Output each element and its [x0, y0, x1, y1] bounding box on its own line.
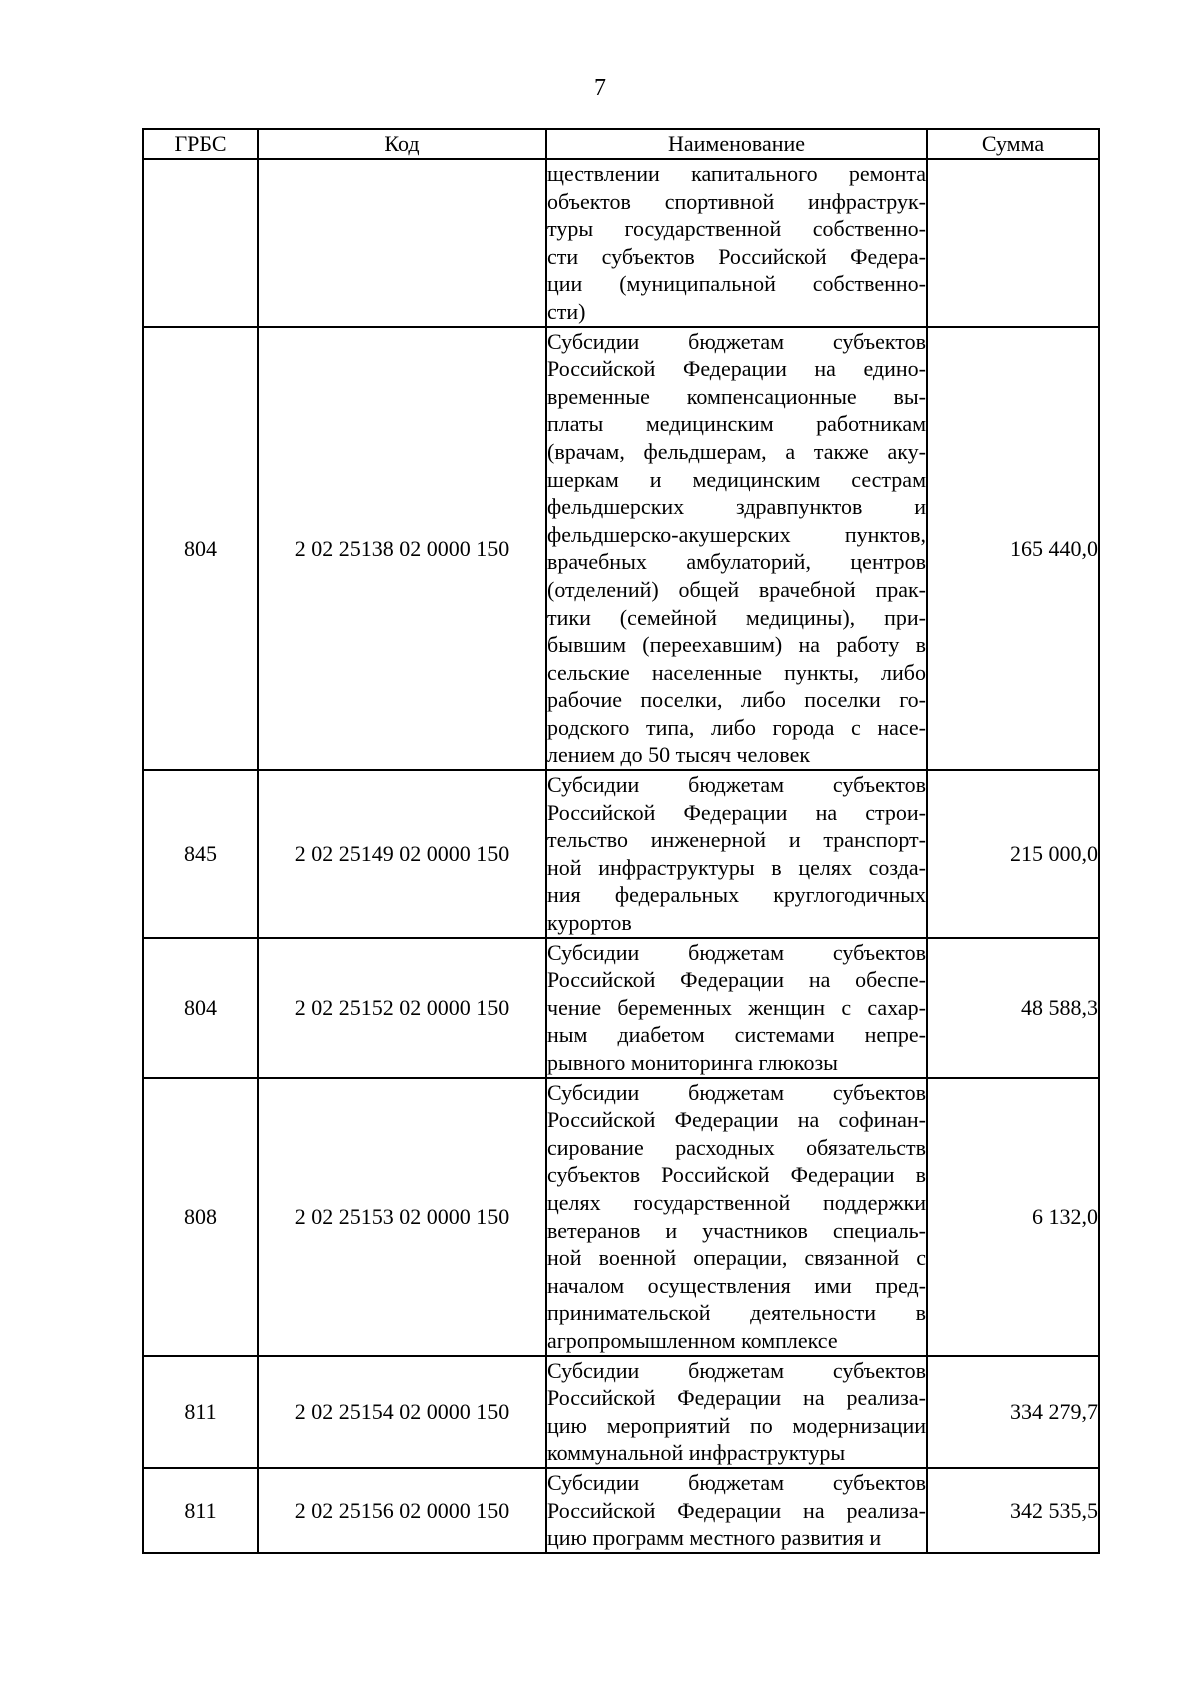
cell-code: 2 02 25138 02 0000 150: [258, 327, 546, 771]
name-line: платы медицинским работникам: [547, 411, 926, 437]
table-body: [143, 159, 1099, 1553]
table-row: [143, 938, 1099, 1078]
table-row: [143, 1078, 1099, 1356]
name-line: Российской Федерации на реализа-: [547, 1497, 926, 1523]
cell-sum: 334 279,7: [927, 1356, 1099, 1468]
name-line: ществлении капитального ремонта: [547, 161, 926, 186]
table-row: [143, 1468, 1099, 1553]
name-line: коммунальной инфраструктуры: [547, 1440, 846, 1466]
cell-code: 2 02 25152 02 0000 150: [258, 938, 546, 1078]
name-line: ния федеральных круглогодичных: [547, 882, 926, 908]
header-code: Код: [258, 129, 546, 159]
cell-sum: [927, 159, 1099, 327]
cell-name: [546, 1078, 927, 1356]
name-line: сти субъектов Российской Федера-: [547, 243, 926, 269]
cell-name: [546, 159, 927, 327]
name-line: Российской Федерации на строи-: [547, 799, 926, 825]
cell-name: [546, 1356, 927, 1468]
cell-grbs: 808: [143, 1078, 258, 1356]
name-line: лением до 50 тысяч человек: [547, 742, 811, 768]
name-line: сти): [547, 298, 586, 324]
name-line: сирование расходных обязательств: [547, 1134, 926, 1160]
name-line: цию программ местного развития и: [547, 1525, 882, 1551]
name-line: временные компенсационные вы-: [547, 383, 926, 409]
cell-code: 2 02 25149 02 0000 150: [258, 770, 546, 938]
name-line: целях государственной поддержки: [547, 1189, 926, 1215]
table-row: [143, 770, 1099, 938]
cell-name: [546, 327, 927, 771]
cell-sum: 48 588,3: [927, 938, 1099, 1078]
name-line: курортов: [547, 910, 632, 936]
header-grbs: ГРБС: [143, 129, 258, 159]
page-number: 7: [594, 75, 606, 101]
name-line: ветеранов и участников специаль-: [547, 1217, 926, 1243]
name-line: родского типа, либо города с насе-: [547, 714, 926, 740]
cell-sum: 215 000,0: [927, 770, 1099, 938]
name-line: Субсидии бюджетам субъектов: [547, 1469, 926, 1495]
name-line: агропромышленном комплексе: [547, 1327, 838, 1353]
cell-grbs: [143, 159, 258, 327]
name-line: Субсидии бюджетам субъектов: [547, 1079, 926, 1105]
cell-code: 2 02 25156 02 0000 150: [258, 1468, 546, 1553]
cell-sum: 6 132,0: [927, 1078, 1099, 1356]
cell-grbs: 811: [143, 1356, 258, 1468]
name-line: (врачам, фельдшерам, а также аку-: [547, 438, 926, 464]
header-name: Наименование: [546, 129, 927, 159]
name-line: чение беременных женщин с сахар-: [547, 994, 926, 1020]
cell-sum: 165 440,0: [927, 327, 1099, 771]
name-line: ной инфраструктуры в целях созда-: [547, 854, 926, 880]
name-line: субъектов Российской Федерации в: [547, 1162, 926, 1188]
name-line: Российской Федерации на едино-: [547, 356, 926, 382]
cell-name: [546, 938, 927, 1078]
name-line: объектов спортивной инфраструк-: [547, 188, 926, 214]
name-line: тики (семейной медицины), при-: [547, 604, 926, 630]
name-line: сельские населенные пункты, либо: [547, 659, 926, 685]
name-line: Российской Федерации на реализа-: [547, 1385, 926, 1411]
budget-table: [142, 128, 1100, 1554]
header-sum: Сумма: [927, 129, 1099, 159]
name-line: ным диабетом системами непре-: [547, 1022, 926, 1048]
name-line: Российской Федерации на обеспе-: [547, 967, 926, 993]
cell-sum: 342 535,5: [927, 1468, 1099, 1553]
name-line: Субсидии бюджетам субъектов: [547, 939, 926, 965]
name-line: рабочие поселки, либо поселки го-: [547, 687, 926, 713]
name-line: шеркам и медицинским сестрам: [547, 466, 926, 492]
name-line: Субсидии бюджетам субъектов: [547, 328, 926, 354]
name-line: фельдшерско-акушерских пунктов,: [547, 521, 926, 547]
table-row: [143, 327, 1099, 771]
name-line: ной военной операции, связанной с: [547, 1245, 926, 1271]
name-line: началом осуществления ими пред-: [547, 1272, 926, 1298]
cell-code: 2 02 25154 02 0000 150: [258, 1356, 546, 1468]
name-line: туры государственной собственно-: [547, 216, 926, 242]
name-line: Субсидии бюджетам субъектов: [547, 1357, 926, 1383]
cell-grbs: 811: [143, 1468, 258, 1553]
cell-code: 2 02 25153 02 0000 150: [258, 1078, 546, 1356]
cell-grbs: 804: [143, 938, 258, 1078]
cell-name: [546, 770, 927, 938]
name-line: ции (муниципальной собственно-: [547, 271, 926, 297]
name-line: Субсидии бюджетам субъектов: [547, 772, 926, 798]
table-header-row: [143, 129, 1099, 159]
name-line: цию мероприятий по модернизации: [547, 1412, 926, 1438]
table-row: [143, 159, 1099, 327]
name-line: принимательской деятельности в: [547, 1300, 926, 1326]
name-line: тельство инженерной и транспорт-: [547, 827, 926, 853]
cell-grbs: 845: [143, 770, 258, 938]
name-line: фельдшерских здравпунктов и: [547, 494, 926, 520]
cell-code: [258, 159, 546, 327]
name-line: (отделений) общей врачебной прак-: [547, 576, 926, 602]
table-row: [143, 1356, 1099, 1468]
cell-name: [546, 1468, 927, 1553]
cell-grbs: 804: [143, 327, 258, 771]
name-line: бывшим (переехавшим) на работу в: [547, 632, 926, 658]
name-line: врачебных амбулаторий, центров: [547, 549, 926, 575]
name-line: Российской Федерации на софинан-: [547, 1107, 926, 1133]
name-line: рывного мониторинга глюкозы: [547, 1050, 838, 1075]
